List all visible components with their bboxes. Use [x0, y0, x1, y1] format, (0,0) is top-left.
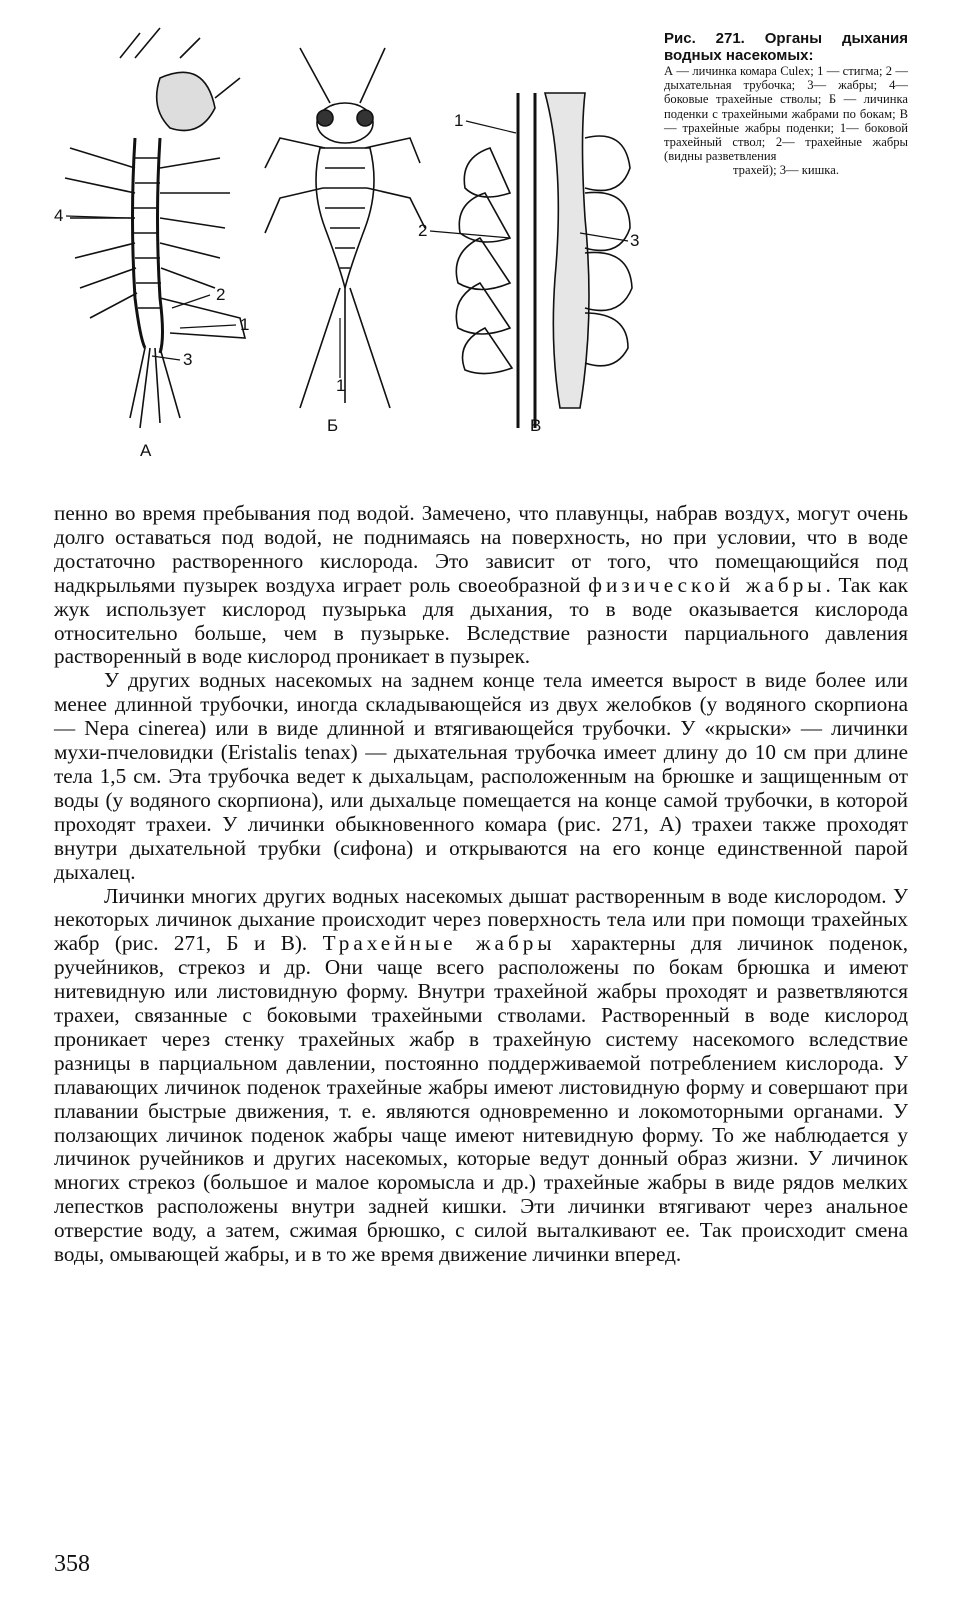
label-3c: 3 — [630, 231, 640, 250]
panel-b-letter: Б — [327, 416, 339, 435]
paragraph-3 — [54, 885, 908, 1268]
label-2a: 2 — [216, 285, 226, 304]
body-text — [54, 502, 908, 1267]
paragraph-1 — [54, 502, 908, 669]
panel-a-drawing — [65, 28, 245, 428]
label-2c: 2 — [418, 221, 428, 240]
paragraph-2: У других водных насекомых на заднем конце тела имеется вырост в виде более или менее длинной трубочки, иногда складывающейся из двух желобков (у водяного скорпиона — Nepa cinerea) или в виде длинной и втягивающейся трубочки. У «крыски» — личинки мухи-пчеловидки (Eristalis tenax) — дыхательная трубочка имеет длину до 10 см при длине тела 1,5 см. Эта трубочка ведет к дыхальцам, расположенным на брюшке и защищенным от воды (у водяного скорпиона), или дыхальце помещается на конце самой трубочки, в которой проходят трахеи. У личинки обыкновенного комара (рис. 271, А) трахеи также проходят внутри дыхательной трубки (сифона) и открываются на его конце единственной парой дыхалец. — [54, 668, 908, 884]
paragraph-3-end: характерны для личинок поденок, ручейников, стрекоз и др. Они чаще всего расположены по бокам брюшка и имеют нитевидную или листовидную форму. Внутри трахейной жабры проходят и разветвляются трахеи, связанные с боковыми трахейными стволами. Растворенный в воде кислород проникает через стенку трахейных жабр в трахейную систему насекомого вследствие разницы в парциальном давлении, постоянно поддерживаемой потреблением кислорода. У плавающих личинок поденок трахейные жабры имеют листовидную форму и совершают при плавании быстрые движения, т. е. являются одновременно и локомоторными органами. У ползающих личинок поденок жабры чаще имеют нитевидную форму. То же наблюдается у личинок ручейников и других насекомых, которые ведут донный образ жизни. У личинок многих стрекоз (большое и малое коромысла и др.) трахейные жабры в виде рядов мелких лепестков расположены внутри задней кишки. Эти личинки втягивают через анальное отверстие воду, а затем, сжимая брюшко, с силой выталкивают ее. Так происходит смена воды, омывающей жабры, и в то же время движение личинки вперед. — [54, 931, 909, 1267]
caption-body-last: трахей); 3— кишка. — [733, 163, 839, 178]
panel-c-drawing — [456, 93, 632, 428]
label-1c: 1 — [454, 111, 464, 130]
figure-271 — [40, 18, 660, 468]
paragraph-1-spaced-term: физической жабры — [588, 572, 826, 597]
panel-c-letter: В — [530, 416, 542, 435]
label-3a: 3 — [183, 350, 193, 369]
figure-caption — [664, 30, 908, 178]
label-4: 4 — [54, 206, 64, 225]
label-1b: 1 — [336, 376, 346, 395]
paragraph-1-end: . Так как жук использует кислород пузырька для дыхания, то в воде оказывается кислорода относительно больше, чем в пузырьке. Вследствие разности парциального давления растворенный в воде кислород проникает в пузырек. — [54, 572, 908, 669]
caption-body: А — личинка комара Culex; 1 — стигма; 2 — дыхательная трубочка; 3— жабры; 4— боковые трахейные стволы; Б — личинка поденки с трахейными жабрами по бокам; В — трахейные жабры поденки; 1— боковой трахейный ствол; 2— трахейные жабры (видны разветвления — [664, 64, 908, 164]
label-leaders — [66, 121, 628, 378]
panel-b-drawing — [265, 48, 428, 408]
panel-a-letter: А — [140, 441, 152, 460]
paragraph-1-start: пенно во время пребывания под водой. Замечено, что плавунцы, набрав воздух, могут очень долго оставаться под водой, не поднимаясь на поверхность, но при условии, что в воде достаточно растворенного кислорода. Это зависит от того, что помещающийся под надкрыльями пузырек воздуха играет роль своеобразной — [54, 501, 908, 597]
paragraph-3-spaced-term: Трахейные жабры — [322, 931, 556, 956]
figure-drawing — [40, 18, 660, 468]
caption-title: Рис. 271. Органы дыхания водных насекомых: — [664, 30, 908, 64]
label-1a: 1 — [240, 315, 250, 334]
paragraph-3-start: Личинки многих других водных насекомых дышат растворенным в воде кислородом. У некоторых личинок дыхание происходит через поверхность тела или при помощи трахейных жабр (рис. 271, Б и В). — [54, 883, 908, 956]
page-number: 358 — [54, 1551, 90, 1577]
